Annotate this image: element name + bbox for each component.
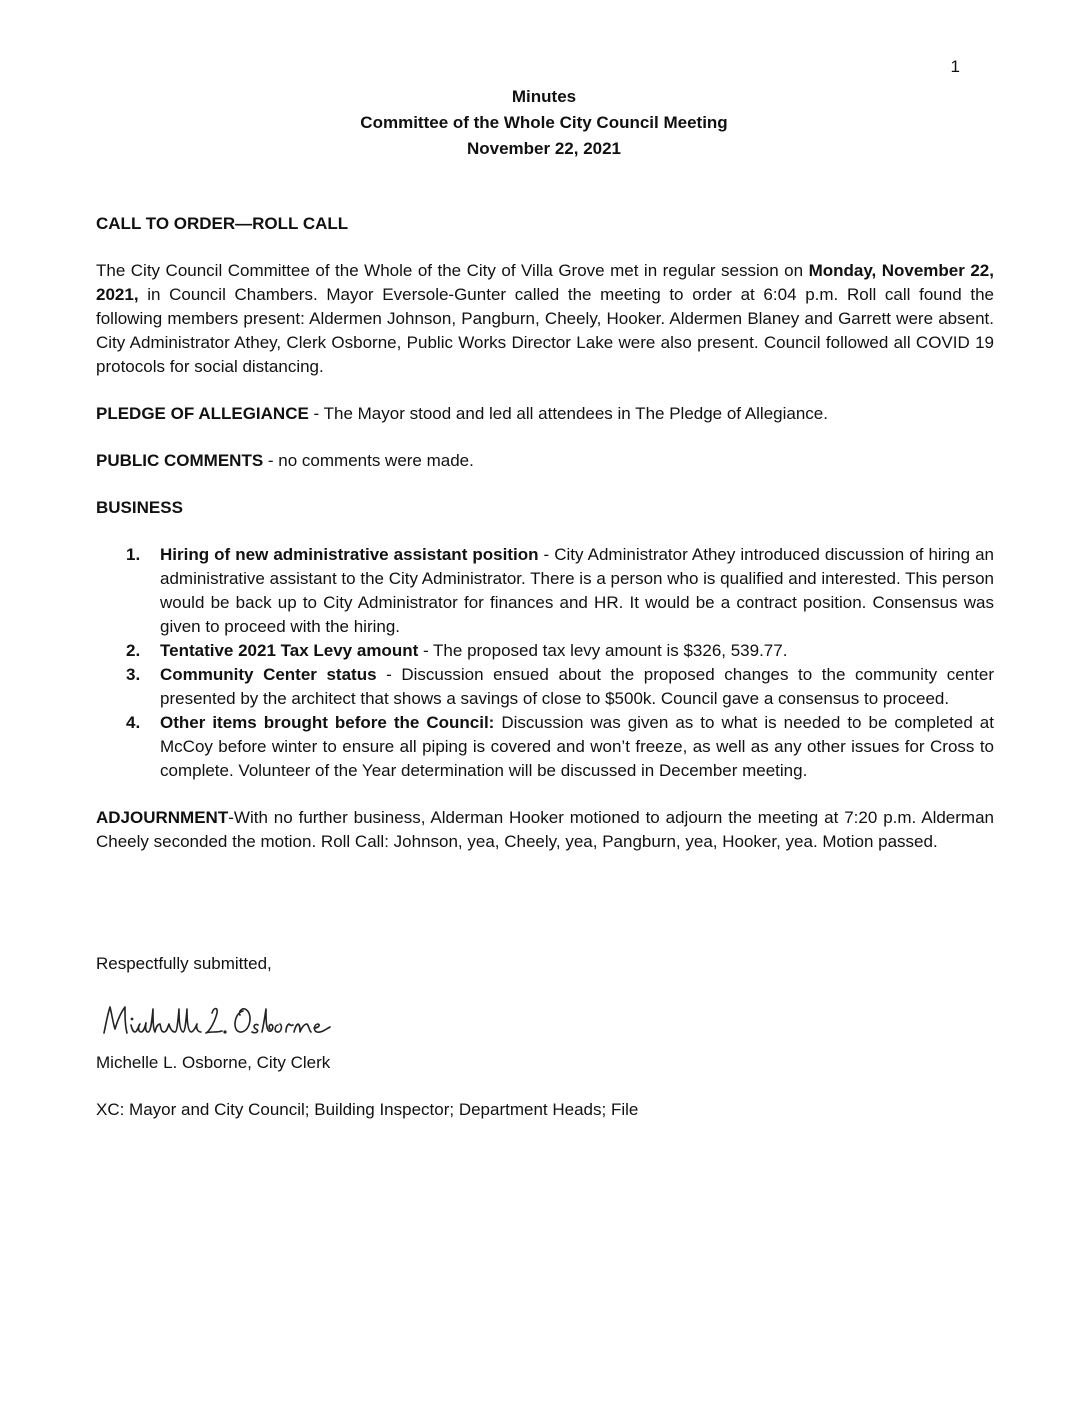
public-comments-paragraph: [96, 449, 994, 473]
page-number: 1: [950, 57, 960, 76]
business-item-text: - City Administrator Athey introduced discussion of hiring an administrative assistant to the City Administrator. There is a person who is qualified and interested. This person would be back up to City Administrator for finances and HR. It would be a contract position. Consensus was given to proceed with the hiring.: [160, 545, 994, 636]
title-meeting-date: November 22, 2021: [466, 139, 622, 158]
minutes-body: [96, 212, 994, 877]
signature-block: [96, 952, 994, 1145]
business-item-title: Community Center status: [160, 665, 377, 684]
adjournment-paragraph: [96, 806, 994, 854]
business-item: [96, 639, 994, 663]
business-item-number: 4.: [126, 713, 141, 732]
document-title: [0, 84, 1088, 162]
business-item-number: 2.: [126, 641, 141, 660]
business-item-text: - The proposed tax levy amount is $326, 539.77.: [418, 641, 788, 660]
adjournment-label: ADJOURNMENT: [96, 808, 229, 827]
business-item-number: 3.: [126, 665, 141, 684]
call-to-order-heading: CALL TO ORDER—ROLL CALL: [96, 214, 349, 233]
business-item: [96, 543, 994, 639]
respectfully-submitted: Respectfully submitted,: [96, 954, 272, 973]
business-item-text: Discussion was given as to what is needed to be completed at McCoy before winter to ensure all piping is covered and won’t freeze, as well as any other issues for Cross to complete. Volunteer of the Year determination will be discussed in December meeting.: [160, 713, 994, 780]
signer-name-title: Michelle L. Osborne, City Clerk: [96, 1053, 331, 1072]
distribution-list: XC: Mayor and City Council; Building Inspector; Department Heads; File: [96, 1100, 639, 1119]
public-comments-text: - no comments were made.: [263, 451, 474, 470]
business-item-title: Hiring of new administrative assistant position: [160, 545, 539, 564]
call-to-order-text-a: The City Council Committee of the Whole of the City of Villa Grove met in regular session on: [96, 261, 809, 280]
call-to-order-paragraph: [96, 259, 994, 379]
business-item: [96, 663, 994, 711]
business-item-title: Tentative 2021 Tax Levy amount: [160, 641, 419, 660]
adjournment-text: -With no further business, Alderman Hooker motioned to adjourn the meeting at 7:20 p.m. Alderman Cheely seconded the motion. Roll Call: Johnson, yea, Cheely, yea, Pangburn, yea, Hooker, yea. Motion passed.: [96, 808, 994, 851]
title-meeting-name: Committee of the Whole City Council Meeting: [360, 113, 728, 132]
pledge-paragraph: [96, 402, 994, 426]
business-list: [96, 543, 994, 783]
business-item-text: - Discussion ensued about the proposed changes to the community center presented by the architect that shows a savings of close to $500k. Council gave a consensus to proceed.: [160, 665, 994, 708]
call-to-order-text-b: in Council Chambers. Mayor Eversole-Gunter called the meeting to order at 6:04 p.m. Roll call found the following members present: Aldermen Johnson, Pangburn, Cheely, Hooker. Aldermen Blaney and Garrett were absent. City Administrator Athey, Clerk Osborne, Public Works Director Lake were also present. Council followed all COVID 19 protocols for social distancing.: [96, 285, 994, 376]
business-item-number: 1.: [126, 545, 141, 564]
public-comments-label: PUBLIC COMMENTS: [96, 451, 264, 470]
pledge-text: - The Mayor stood and led all attendees in The Pledge of Allegiance.: [308, 404, 828, 423]
handwritten-signature: [98, 999, 358, 1041]
business-item: [96, 711, 994, 783]
business-item-title: Other items brought before the Council:: [160, 713, 495, 732]
meeting-date-bold: Monday, November 22, 2021,: [96, 261, 994, 304]
business-heading: BUSINESS: [96, 498, 183, 517]
pledge-label: PLEDGE OF ALLEGIANCE: [96, 404, 309, 423]
title-minutes: Minutes: [511, 87, 577, 106]
